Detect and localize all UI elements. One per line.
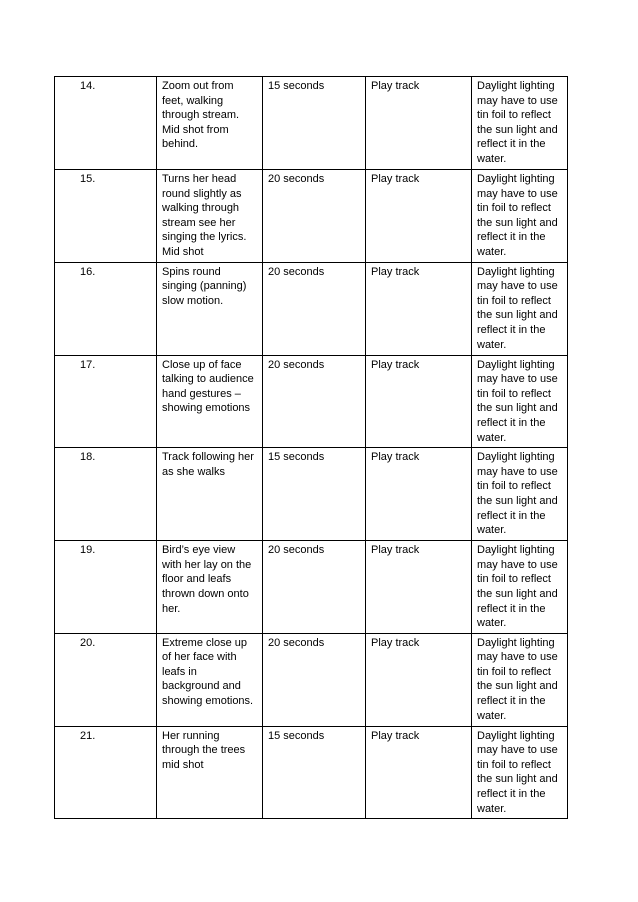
- shot-duration-cell: 15 seconds: [263, 726, 366, 819]
- shot-number-cell: 16.: [55, 262, 157, 355]
- shot-description-cell: Bird’s eye view with her lay on the floor and leafs thrown down onto her.: [157, 541, 263, 634]
- shot-lighting-cell: Daylight lighting may have to use tin foil to reflect the sun light and reflect it in the water.: [472, 633, 568, 726]
- shot-audio-cell: Play track: [366, 541, 472, 634]
- shot-number-cell: 21.: [55, 726, 157, 819]
- shot-audio-cell: Play track: [366, 726, 472, 819]
- shot-lighting-cell: Daylight lighting may have to use tin foil to reflect the sun light and reflect it in the water.: [472, 726, 568, 819]
- shot-number-cell: 18.: [55, 448, 157, 541]
- shot-duration-cell: 15 seconds: [263, 77, 366, 170]
- shot-description-cell: Track following her as she walks: [157, 448, 263, 541]
- shot-duration-cell: 20 seconds: [263, 262, 366, 355]
- shot-duration-cell: 20 seconds: [263, 541, 366, 634]
- table-row: [55, 170, 568, 263]
- shot-duration-cell: 20 seconds: [263, 355, 366, 448]
- shot-number-cell: 20.: [55, 633, 157, 726]
- shot-number-cell: 14.: [55, 77, 157, 170]
- shot-number-cell: 19.: [55, 541, 157, 634]
- shot-audio-cell: Play track: [366, 448, 472, 541]
- shot-duration-cell: 20 seconds: [263, 633, 366, 726]
- table-row: [55, 448, 568, 541]
- shot-audio-cell: Play track: [366, 633, 472, 726]
- shot-description-cell: Turns her head round slightly as walking through stream see her singing the lyrics. Mid shot: [157, 170, 263, 263]
- shot-lighting-cell: Daylight lighting may have to use tin foil to reflect the sun light and reflect it in the water.: [472, 355, 568, 448]
- shot-number-cell: 17.: [55, 355, 157, 448]
- shot-audio-cell: Play track: [366, 355, 472, 448]
- shot-audio-cell: Play track: [366, 77, 472, 170]
- storyboard-table: [54, 76, 568, 819]
- shot-lighting-cell: Daylight lighting may have to use tin foil to reflect the sun light and reflect it in the water.: [472, 77, 568, 170]
- storyboard-table-body: [55, 77, 568, 819]
- table-row: [55, 77, 568, 170]
- shot-audio-cell: Play track: [366, 170, 472, 263]
- shot-duration-cell: 20 seconds: [263, 170, 366, 263]
- shot-description-cell: Her running through the trees mid shot: [157, 726, 263, 819]
- table-row: [55, 355, 568, 448]
- table-row: [55, 541, 568, 634]
- shot-duration-cell: 15 seconds: [263, 448, 366, 541]
- shot-lighting-cell: Daylight lighting may have to use tin foil to reflect the sun light and reflect it in the water.: [472, 541, 568, 634]
- shot-number-cell: 15.: [55, 170, 157, 263]
- shot-description-cell: Zoom out from feet, walking through stream. Mid shot from behind.: [157, 77, 263, 170]
- shot-lighting-cell: Daylight lighting may have to use tin foil to reflect the sun light and reflect it in the water.: [472, 262, 568, 355]
- shot-lighting-cell: Daylight lighting may have to use tin foil to reflect the sun light and reflect it in the water.: [472, 170, 568, 263]
- shot-lighting-cell: Daylight lighting may have to use tin foil to reflect the sun light and reflect it in the water.: [472, 448, 568, 541]
- table-row: [55, 726, 568, 819]
- shot-description-cell: Extreme close up of her face with leafs in background and showing emotions.: [157, 633, 263, 726]
- shot-description-cell: Spins round singing (panning) slow motion.: [157, 262, 263, 355]
- shot-description-cell: Close up of face talking to audience hand gestures – showing emotions: [157, 355, 263, 448]
- shot-audio-cell: Play track: [366, 262, 472, 355]
- table-row: [55, 633, 568, 726]
- table-row: [55, 262, 568, 355]
